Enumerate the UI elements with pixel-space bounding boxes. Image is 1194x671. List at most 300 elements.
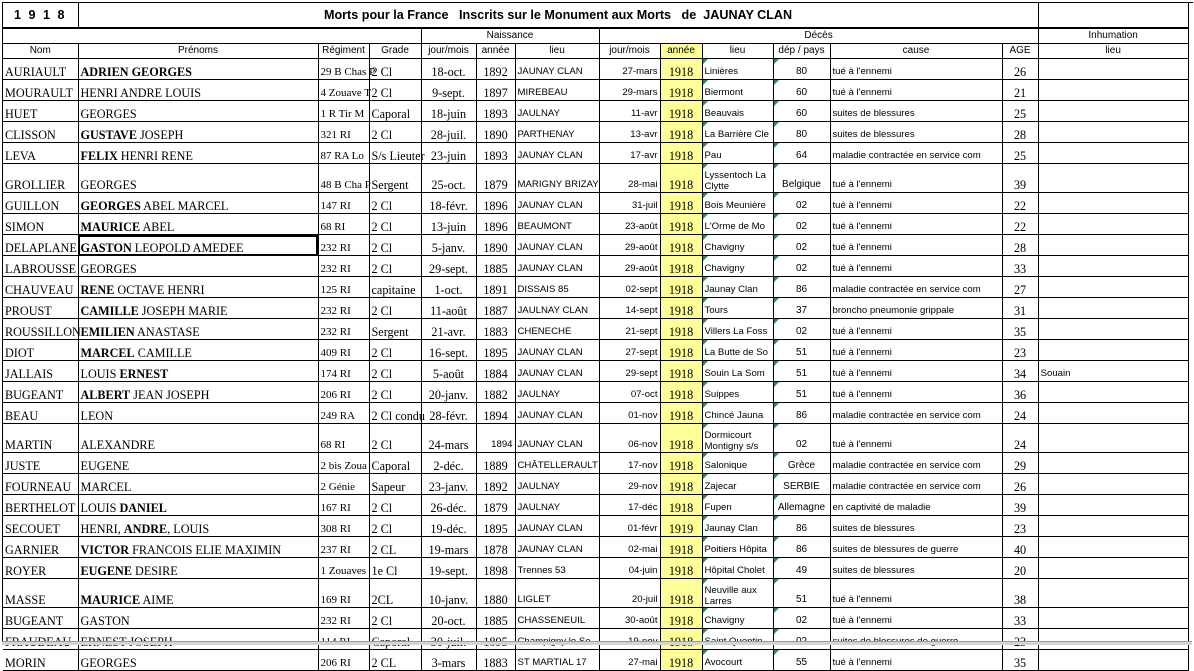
cell-grade[interactable] [369,629,421,650]
cell-regiment[interactable]: 87 RA Lo [318,143,369,164]
cell-prenoms[interactable] [78,298,318,319]
cell-inhumation-lieu[interactable] [1038,579,1188,608]
cell-nom[interactable]: BUGEANT [3,382,78,403]
cell-inhumation-lieu[interactable] [1038,277,1188,298]
cell-deces-jour-mois[interactable]: 20-juil [599,579,660,608]
cell-dep-pays[interactable]: 80 [773,59,830,80]
cell-inhumation-lieu[interactable] [1038,453,1188,474]
cell-naissance-annee[interactable]: 1894 [476,403,515,424]
cell-grade[interactable]: 2 Cl [369,235,421,256]
cell-prenoms[interactable] [78,256,318,277]
cell-deces-jour-mois[interactable]: 17-avr [599,143,660,164]
cell-dep-pays[interactable]: 51 [773,382,830,403]
cell-age[interactable]: 27 [1002,277,1038,298]
cell-prenoms[interactable] [78,59,318,80]
cell-inhumation-lieu[interactable] [1038,193,1188,214]
cell-nom[interactable]: ROYER [3,558,78,579]
cell-regiment[interactable]: 68 RI [318,214,369,235]
cell-nom[interactable]: SIMON [3,214,78,235]
cell-dep-pays[interactable]: 02 [773,214,830,235]
cell-dep-pays[interactable]: 37 [773,298,830,319]
cell-grade[interactable]: 2 Cl [369,59,421,80]
cell-deces-lieu[interactable]: Hôpital Cholet [702,558,773,579]
cell-regiment[interactable]: 1 Zouaves [318,558,369,579]
cell-inhumation-lieu[interactable] [1038,164,1188,193]
cell-naissance-jour-mois[interactable]: 29-sept. [421,256,476,277]
cell-deces-lieu[interactable]: Zajecar [702,474,773,495]
cell-cause[interactable]: suites de blessures [830,516,1002,537]
cell-deces-jour-mois[interactable]: 30-août [599,608,660,629]
cell-grade[interactable]: S/s Lieuter [369,143,421,164]
cell-deces-lieu[interactable]: La Barrière Cle [702,122,773,143]
cell-naissance-jour-mois[interactable]: 11-août [421,298,476,319]
cell-naissance-lieu[interactable]: JAUNAY CLAN [515,403,599,424]
cell-deces-lieu[interactable]: Villers La Foss [702,319,773,340]
cell-dep-pays[interactable]: 02 [773,235,830,256]
cell-inhumation-lieu[interactable] [1038,424,1188,453]
cell-prenoms[interactable] [78,193,318,214]
cell-grade[interactable]: 2 Cl [369,193,421,214]
cell-deces-lieu[interactable]: Neuville aux Larres [702,579,773,608]
cell-naissance-lieu[interactable]: JAUNAY CLAN [515,424,599,453]
cell-cause[interactable]: maladie contractée en service com [830,453,1002,474]
cell-dep-pays[interactable]: 51 [773,340,830,361]
cell-regiment[interactable]: 249 RA [318,403,369,424]
cell-deces-annee[interactable]: 1918 [660,403,702,424]
column-header-deces-jour-mois[interactable]: jour/mois [599,44,660,59]
cell-nom[interactable]: PROUST [3,298,78,319]
cell-nom[interactable]: AURIAULT [3,59,78,80]
cell-dep-pays[interactable]: 55 [773,650,830,671]
cell-naissance-lieu[interactable] [515,629,599,650]
cell-dep-pays[interactable]: SERBIE [773,474,830,495]
cell-inhumation-lieu[interactable] [1038,558,1188,579]
cell-prenoms[interactable] [78,516,318,537]
cell-prenoms[interactable] [78,453,318,474]
cell-regiment[interactable]: 206 RI [318,650,369,671]
cell-nom[interactable]: ROUSSILLON [3,319,78,340]
column-header-cause[interactable]: cause [830,44,1002,59]
cell-grade[interactable]: 2 Cl condu [369,403,421,424]
cell-cause[interactable]: maladie contractée en service com [830,277,1002,298]
cell-naissance-annee[interactable]: 1893 [476,101,515,122]
cell-naissance-jour-mois[interactable]: 23-juin [421,143,476,164]
cell-naissance-jour-mois[interactable]: 5-août [421,361,476,382]
cell-grade[interactable]: 2 CL [369,650,421,671]
cell-inhumation-lieu[interactable] [1038,629,1188,650]
cell-age[interactable]: 23 [1002,340,1038,361]
cell-inhumation-lieu[interactable]: Souain [1038,361,1188,382]
cell-naissance-annee[interactable]: 1883 [476,319,515,340]
cell-naissance-annee[interactable]: 1879 [476,164,515,193]
cell-deces-jour-mois[interactable]: 14-sept [599,298,660,319]
cell-regiment[interactable]: 232 RI [318,298,369,319]
cell-deces-lieu[interactable]: Pau [702,143,773,164]
cell-inhumation-lieu[interactable] [1038,495,1188,516]
cell-naissance-lieu[interactable]: BEAUMONT [515,214,599,235]
cell-deces-annee[interactable]: 1918 [660,319,702,340]
cell-dep-pays[interactable]: 49 [773,558,830,579]
cell-naissance-lieu[interactable]: JAUNAY CLAN [515,516,599,537]
cell-naissance-jour-mois[interactable]: 21-avr. [421,319,476,340]
cell-grade[interactable]: capitaine [369,277,421,298]
cell-age[interactable]: 35 [1002,319,1038,340]
cell-cause[interactable]: tué à l'ennemi [830,319,1002,340]
cell-regiment[interactable]: 4 Zouave T [318,80,369,101]
cell-nom[interactable]: SECOUET [3,516,78,537]
cell-naissance-jour-mois[interactable]: 25-oct. [421,164,476,193]
group-header-empty[interactable] [3,28,421,44]
cell-age[interactable]: 22 [1002,214,1038,235]
cell-dep-pays[interactable]: 60 [773,101,830,122]
cell-deces-lieu[interactable]: Avocourt [702,650,773,671]
cell-dep-pays[interactable]: Grèce [773,453,830,474]
cell-deces-lieu[interactable]: Bois Meunière [702,193,773,214]
cell-dep-pays[interactable]: 60 [773,80,830,101]
cell-deces-lieu[interactable]: Chavigny [702,235,773,256]
cell-cause[interactable]: tué à l'ennemi [830,164,1002,193]
cell-naissance-jour-mois[interactable]: 9-sept. [421,80,476,101]
cell-age[interactable]: 39 [1002,164,1038,193]
cell-dep-pays[interactable]: Belgique [773,164,830,193]
cell-regiment[interactable]: 2 Génie [318,474,369,495]
cell-grade[interactable]: 2CL [369,579,421,608]
cell-dep-pays[interactable]: 02 [773,193,830,214]
cell-deces-annee[interactable]: 1918 [660,382,702,403]
cell-grade[interactable]: 2 Cl [369,495,421,516]
cell-deces-jour-mois[interactable]: 31-juil [599,193,660,214]
cell-cause[interactable]: tué à l'ennemi [830,214,1002,235]
cell-naissance-lieu[interactable]: PARTHENAY [515,122,599,143]
cell-grade[interactable]: Caporal [369,101,421,122]
cell-cause[interactable]: en captivité de maladie [830,495,1002,516]
cell-naissance-annee[interactable]: 1890 [476,122,515,143]
cell-regiment[interactable]: 174 RI [318,361,369,382]
cell-prenoms[interactable] [78,579,318,608]
cell-inhumation-lieu[interactable] [1038,474,1188,495]
cell-naissance-annee[interactable]: 1895 [476,516,515,537]
cell-naissance-annee[interactable]: 1892 [476,59,515,80]
cell-prenoms[interactable] [78,608,318,629]
cell-naissance-lieu[interactable]: CHASSENEUIL [515,608,599,629]
cell-prenoms[interactable] [78,164,318,193]
cell-deces-lieu[interactable]: Chincé Jauna [702,403,773,424]
cell-nom[interactable]: CHAUVEAU [3,277,78,298]
cell-deces-lieu[interactable]: La Butte de So [702,340,773,361]
cell-naissance-jour-mois[interactable]: 13-juin [421,214,476,235]
cell-cause[interactable]: broncho pneumonie grippale [830,298,1002,319]
cell-cause[interactable]: tué à l'ennemi [830,382,1002,403]
cell-cause[interactable]: maladie contractée en service com [830,403,1002,424]
cell-grade[interactable]: 2 Cl [369,608,421,629]
cell-naissance-lieu[interactable]: JAUNAY CLAN [515,143,599,164]
cell-regiment[interactable]: 125 RI [318,277,369,298]
cell-prenoms[interactable] [78,143,318,164]
cell-cause[interactable]: tué à l'ennemi [830,59,1002,80]
cell-cause[interactable]: tué à l'ennemi [830,579,1002,608]
cell-dep-pays[interactable]: 02 [773,256,830,277]
cell-nom[interactable]: BEAU [3,403,78,424]
title-empty-cell[interactable] [1038,3,1188,28]
column-header-age[interactable]: AGE [1002,44,1038,59]
cell-cause[interactable]: maladie contractée en service com [830,474,1002,495]
cell-cause[interactable]: maladie contractée en service com [830,143,1002,164]
cell-prenoms[interactable] [78,650,318,671]
cell-deces-annee[interactable]: 1918 [660,80,702,101]
cell-dep-pays[interactable]: 86 [773,516,830,537]
cell-deces-jour-mois[interactable]: 02-mai [599,537,660,558]
cell-deces-jour-mois[interactable]: 17-déc [599,495,660,516]
column-header-inhumation-lieu[interactable]: lieu [1038,44,1188,59]
cell-naissance-jour-mois[interactable]: 2-déc. [421,453,476,474]
cell-regiment[interactable]: 1 R Tir M [318,101,369,122]
cell-deces-jour-mois[interactable]: 29-mars [599,80,660,101]
cell-inhumation-lieu[interactable] [1038,214,1188,235]
cell-dep-pays[interactable]: 02 [773,319,830,340]
cell-age[interactable]: 40 [1002,537,1038,558]
cell-regiment[interactable]: 2 bis Zoua [318,453,369,474]
cell-naissance-jour-mois[interactable]: 20-oct. [421,608,476,629]
cell-prenoms[interactable] [78,424,318,453]
cell-cause[interactable]: tué à l'ennemi [830,608,1002,629]
cell-prenoms[interactable] [78,235,318,256]
cell-grade[interactable]: 2 Cl [369,340,421,361]
cell-cause[interactable]: tué à l'ennemi [830,361,1002,382]
cell-deces-lieu[interactable]: Chavigny [702,608,773,629]
cell-deces-annee[interactable]: 1918 [660,193,702,214]
cell-deces-annee[interactable]: 1918 [660,122,702,143]
cell-naissance-annee[interactable]: 1883 [476,650,515,671]
cell-naissance-lieu[interactable]: ST MARTIAL 17 [515,650,599,671]
cell-age[interactable]: 25 [1002,143,1038,164]
cell-nom[interactable]: JUSTE [3,453,78,474]
cell-regiment[interactable]: 147 RI [318,193,369,214]
cell-deces-jour-mois[interactable]: 29-août [599,256,660,277]
cell-grade[interactable]: 2 Cl [369,361,421,382]
cell-naissance-lieu[interactable]: DISSAIS 85 [515,277,599,298]
cell-naissance-lieu[interactable]: MIREBEAU [515,80,599,101]
cell-dep-pays[interactable]: 86 [773,537,830,558]
cell-naissance-annee[interactable]: 1882 [476,382,515,403]
cell-cause[interactable]: tué à l'ennemi [830,256,1002,277]
cell-prenoms[interactable] [78,277,318,298]
cell-naissance-annee[interactable]: 1878 [476,537,515,558]
cell-deces-lieu[interactable]: Lyssentoch La Clytte [702,164,773,193]
cell-cause[interactable]: tué à l'ennemi [830,424,1002,453]
cell-age[interactable]: 24 [1002,424,1038,453]
cell-deces-lieu[interactable]: Chavigny [702,256,773,277]
cell-nom[interactable]: FOURNEAU [3,474,78,495]
cell-nom[interactable]: DELAPLANE [3,235,78,256]
cell-nom[interactable]: GROLLIER [3,164,78,193]
cell-regiment[interactable]: 232 RI [318,608,369,629]
cell-deces-annee[interactable]: 1918 [660,495,702,516]
cell-age[interactable]: 36 [1002,382,1038,403]
cell-naissance-jour-mois[interactable]: 1-oct. [421,277,476,298]
cell-age[interactable]: 28 [1002,122,1038,143]
cell-age[interactable]: 26 [1002,59,1038,80]
cell-inhumation-lieu[interactable] [1038,650,1188,671]
cell-naissance-lieu[interactable]: Trennes 53 [515,558,599,579]
cell-naissance-lieu[interactable]: JAULNAY [515,495,599,516]
cell-age[interactable]: 25 [1002,101,1038,122]
cell-naissance-jour-mois[interactable]: 18-févr. [421,193,476,214]
cell-naissance-jour-mois[interactable]: 18-oct. [421,59,476,80]
cell-naissance-lieu[interactable]: CHENECHE [515,319,599,340]
cell-age[interactable]: 24 [1002,403,1038,424]
cell-regiment[interactable]: 167 RI [318,495,369,516]
column-header-regiment[interactable]: Régiment [318,44,369,59]
cell-inhumation-lieu[interactable] [1038,608,1188,629]
cell-naissance-lieu[interactable]: JAUNAY CLAN [515,256,599,277]
cell-deces-jour-mois[interactable]: 28-mai [599,164,660,193]
cell-naissance-lieu[interactable]: JAUNAY CLAN [515,193,599,214]
cell-naissance-lieu[interactable]: MARIGNY BRIZAY [515,164,599,193]
cell-naissance-annee[interactable]: 1891 [476,277,515,298]
cell-dep-pays[interactable]: 80 [773,122,830,143]
cell-age[interactable]: 28 [1002,235,1038,256]
group-header-inhumation[interactable]: Inhumation [1038,28,1188,44]
cell-grade[interactable]: 2 Cl [369,516,421,537]
cell-dep-pays[interactable] [773,629,830,650]
column-header-prenoms[interactable]: Prénoms [78,44,318,59]
cell-deces-lieu[interactable]: Suippes [702,382,773,403]
cell-deces-annee[interactable]: 1918 [660,277,702,298]
cell-dep-pays[interactable]: Allemagne [773,495,830,516]
cell-grade[interactable]: 1e Cl [369,558,421,579]
cell-nom[interactable]: CLISSON [3,122,78,143]
cell-regiment[interactable]: 409 RI [318,340,369,361]
cell-deces-annee[interactable]: 1918 [660,298,702,319]
cell-naissance-annee[interactable]: 1897 [476,80,515,101]
cell-prenoms[interactable] [78,558,318,579]
cell-regiment[interactable]: 232 RI [318,235,369,256]
cell-inhumation-lieu[interactable] [1038,537,1188,558]
cell-age[interactable]: 35 [1002,650,1038,671]
cell-age[interactable]: 33 [1002,256,1038,277]
cell-inhumation-lieu[interactable] [1038,143,1188,164]
cell-deces-annee[interactable]: 1919 [660,516,702,537]
cell-cause[interactable]: tué à l'ennemi [830,193,1002,214]
cell-nom[interactable]: BERTHELOT [3,495,78,516]
cell-age[interactable]: 20 [1002,558,1038,579]
cell-prenoms[interactable] [78,214,318,235]
cell-naissance-annee[interactable]: 1889 [476,453,515,474]
cell-deces-lieu[interactable]: Linières [702,59,773,80]
cell-deces-lieu[interactable]: L'Orme de Mo [702,214,773,235]
cell-deces-annee[interactable]: 1918 [660,650,702,671]
cell-naissance-annee[interactable]: 1885 [476,256,515,277]
cell-cause[interactable]: tué à l'ennemi [830,650,1002,671]
column-header-naissance-lieu[interactable]: lieu [515,44,599,59]
cell-naissance-lieu[interactable]: JAULNAY [515,382,599,403]
cell-dep-pays[interactable]: 51 [773,579,830,608]
cell-deces-jour-mois[interactable]: 02-sept [599,277,660,298]
cell-nom[interactable]: BUGEANT [3,608,78,629]
year-cell[interactable]: 1 9 1 8 [3,3,78,28]
cell-grade[interactable]: 2 Cl [369,214,421,235]
cell-dep-pays[interactable]: 64 [773,143,830,164]
cell-regiment[interactable]: 206 RI [318,382,369,403]
cell-nom[interactable]: MOURAULT [3,80,78,101]
cell-deces-annee[interactable]: 1918 [660,164,702,193]
cell-inhumation-lieu[interactable] [1038,59,1188,80]
column-header-deces-lieu[interactable]: lieu [702,44,773,59]
cell-grade[interactable]: 2 Cl [369,298,421,319]
cell-age[interactable]: 22 [1002,193,1038,214]
cell-deces-annee[interactable]: 1918 [660,101,702,122]
cell-age[interactable]: 33 [1002,608,1038,629]
cell-age[interactable]: 26 [1002,474,1038,495]
cell-naissance-jour-mois[interactable]: 28-févr. [421,403,476,424]
cell-deces-annee[interactable]: 1918 [660,474,702,495]
cell-naissance-annee[interactable]: 1898 [476,558,515,579]
cell-cause[interactable]: suites de blessures [830,122,1002,143]
cell-deces-jour-mois[interactable]: 23-août [599,214,660,235]
cell-deces-annee[interactable]: 1918 [660,59,702,80]
cell-naissance-lieu[interactable]: JAUNAY CLAN [515,59,599,80]
cell-inhumation-lieu[interactable] [1038,319,1188,340]
cell-deces-jour-mois[interactable] [599,629,660,650]
cell-regiment[interactable]: 232 RI [318,319,369,340]
cell-deces-lieu[interactable]: Souin La Som [702,361,773,382]
cell-naissance-annee[interactable]: 1887 [476,298,515,319]
cell-naissance-annee[interactable]: 1896 [476,214,515,235]
cell-nom[interactable]: LEVA [3,143,78,164]
cell-age[interactable]: 23 [1002,516,1038,537]
cell-age[interactable]: 38 [1002,579,1038,608]
cell-regiment[interactable]: 29 B Chas P [318,59,369,80]
cell-deces-lieu[interactable]: Biermont [702,80,773,101]
cell-naissance-annee[interactable]: 1895 [476,340,515,361]
cell-naissance-lieu[interactable]: JAUNAY CLAN [515,537,599,558]
cell-deces-annee[interactable]: 1918 [660,424,702,453]
cell-grade[interactable]: 2 Cl [369,80,421,101]
cell-prenoms[interactable] [78,101,318,122]
cell-deces-annee[interactable]: 1918 [660,558,702,579]
cell-naissance-lieu[interactable]: JAUNAY CLAN [515,361,599,382]
cell-regiment[interactable]: 308 RI [318,516,369,537]
cell-grade[interactable]: 2 Cl [369,424,421,453]
cell-inhumation-lieu[interactable] [1038,516,1188,537]
group-header-naissance[interactable]: Naissance [421,28,599,44]
cell-deces-jour-mois[interactable]: 11-avr [599,101,660,122]
cell-dep-pays[interactable]: 86 [773,403,830,424]
cell-nom[interactable]: GARNIER [3,537,78,558]
cell-naissance-lieu[interactable]: JAUNAY CLAN [515,235,599,256]
cell-age[interactable]: 21 [1002,80,1038,101]
cell-age[interactable]: 34 [1002,361,1038,382]
cell-prenoms[interactable] [78,537,318,558]
cell-deces-annee[interactable]: 1918 [660,361,702,382]
cell-deces-jour-mois[interactable]: 27-sept [599,340,660,361]
cell-grade[interactable]: 2 Cl [369,122,421,143]
cell-prenoms[interactable] [78,340,318,361]
cell-deces-lieu[interactable]: Beauvais [702,101,773,122]
cell-deces-annee[interactable]: 1918 [660,235,702,256]
cell-deces-jour-mois[interactable]: 17-nov [599,453,660,474]
cell-regiment[interactable]: 48 B Cha P [318,164,369,193]
cell-deces-jour-mois[interactable]: 27-mai [599,650,660,671]
cell-naissance-annee[interactable]: 1884 [476,361,515,382]
cell-naissance-annee[interactable]: 1880 [476,579,515,608]
cell-naissance-jour-mois[interactable]: 3-mars [421,650,476,671]
cell-naissance-jour-mois[interactable]: 26-déc. [421,495,476,516]
cell-cause[interactable]: tué à l'ennemi [830,235,1002,256]
cell-deces-annee[interactable]: 1918 [660,214,702,235]
cell-deces-jour-mois[interactable]: 01-nov [599,403,660,424]
column-header-naissance-jour-mois[interactable]: jour/mois [421,44,476,59]
